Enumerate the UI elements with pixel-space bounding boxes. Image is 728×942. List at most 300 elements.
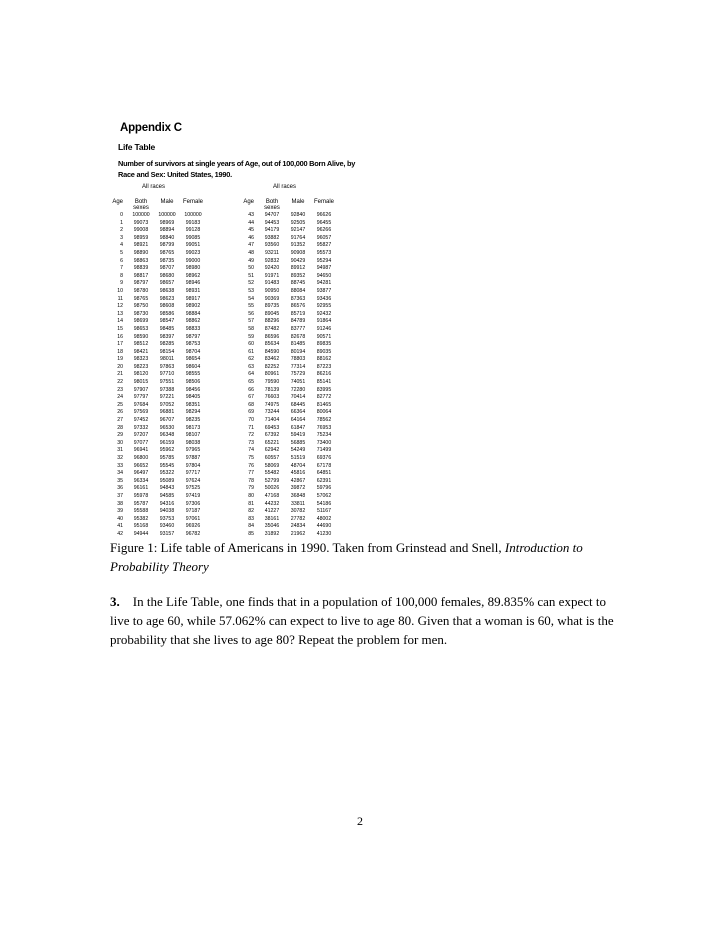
group-label-left: All races [142,184,166,190]
table-cell: 61847 [290,424,306,431]
table-cell: 96334 [133,477,149,484]
table-cell: 24 [117,394,123,401]
table-cell: 41227 [264,508,280,515]
table-cell: 98623 [159,295,175,302]
table-cell: 98107 [185,432,201,439]
table-cell: 28 [117,424,123,431]
table-row [241,402,337,410]
table-cell: 85634 [264,341,280,348]
table-row [241,440,337,448]
table-cell: 97624 [185,477,201,484]
table-cell: 99073 [133,219,149,226]
table-row [110,417,206,425]
table-row [241,425,337,433]
table-cell: 98765 [133,295,149,302]
table-cell: 98884 [185,310,201,317]
table-cell: 97187 [185,508,201,515]
table-cell: 98839 [133,265,149,272]
table-cell: 97525 [185,485,201,492]
table-cell: 41 [117,523,123,530]
table-cell: 98735 [159,257,175,264]
table-row [241,478,337,486]
table-cell: 92147 [290,227,306,234]
table-cell: 49 [248,257,254,264]
table-cell: 69376 [316,455,332,461]
table-cell: 98817 [133,272,149,279]
table-row [241,311,337,319]
table-cell: 97965 [185,447,201,454]
table-cell: 99085 [185,234,201,241]
table-cell: 86596 [264,333,280,340]
table-cell: 67 [248,394,254,401]
table-cell: 27 [117,417,123,424]
table-cell: 8 [120,272,123,279]
table-cell: 76953 [316,424,332,431]
table-cell: 97710 [159,371,175,378]
table-cell: 45 [248,227,254,234]
table-cell: 30 [117,439,123,446]
table-cell: 97052 [159,401,175,408]
table-cell: 98921 [133,242,149,249]
table-cell: 14 [117,318,123,325]
table-cell: 90429 [290,257,306,264]
table-cell: 78139 [264,386,280,393]
table-cell: 90571 [316,333,332,340]
table-header-row [241,199,337,212]
table-cell: 84590 [264,348,280,355]
table-cell: 98894 [159,227,175,234]
table-row [110,493,206,501]
table-cell: 89035 [316,348,332,355]
table-cell: 96266 [316,227,332,234]
column-header: Age [243,199,254,205]
table-cell: 87363 [290,295,306,302]
table-cell: 84 [248,523,254,530]
table-cell: 95294 [316,257,332,264]
table-cell: 57062 [316,492,332,499]
table-row [110,311,206,319]
table-cell: 94316 [159,500,175,507]
table-cell: 56885 [290,439,306,446]
table-cell: 48002 [316,515,332,522]
table-cell: 50026 [264,485,280,492]
table-cell: 91352 [290,242,306,249]
table-cell: 91246 [316,325,332,332]
table-row [110,478,206,486]
table-cell: 87482 [264,325,280,332]
table-cell: 60 [248,341,254,348]
table-cell: 96161 [133,485,149,492]
table-row [241,235,337,243]
table-cell: 86216 [316,371,332,378]
table-row [241,409,337,417]
table-cell: 97452 [133,417,149,424]
table-row [110,303,206,311]
table-row [110,402,206,410]
problem-3 [110,592,622,649]
table-cell: 98753 [185,341,201,348]
table-row [241,501,337,509]
table-cell: 39 [117,508,123,515]
table-cell: 94843 [159,485,175,492]
table-cell: 74 [248,447,254,454]
table-cell: 73400 [316,439,332,446]
table-cell: 98512 [133,341,149,348]
table-cell: 100000 [132,212,150,218]
table-cell: 21962 [290,530,306,537]
table-cell: 77314 [290,363,306,370]
column-header: Male [160,199,174,205]
table-cell: 93157 [159,530,175,537]
table-cell: 98011 [159,356,175,363]
table-cell: 97551 [159,379,175,386]
table-cell: 98506 [185,379,201,386]
table-row [241,356,337,364]
table-cell: 71 [248,424,254,431]
table-cell: 98397 [159,333,175,340]
table-cell: 91483 [264,280,280,287]
table-row [110,349,206,357]
table-cell: 83995 [316,386,332,393]
table-cell: 41230 [316,530,332,537]
table-cell: 75 [248,455,254,461]
table-cell: 92420 [264,265,280,272]
table-row [110,326,206,334]
table-cell: 94707 [264,212,280,218]
table-cell: 67392 [264,432,280,439]
table-cell: 68 [248,401,254,408]
table-row [241,523,337,531]
table-cell: 91971 [264,272,280,279]
table-cell: 99183 [185,219,201,226]
table-cell: 95382 [133,515,149,522]
table-row [241,280,337,288]
table-cell: 51 [248,272,254,279]
appendix-header [110,122,360,180]
table-cell: 90908 [290,249,306,256]
table-cell: 30782 [290,508,306,515]
table-cell: 97061 [185,515,201,522]
table-cell: 95962 [159,447,175,454]
table-cell: 98946 [185,280,201,287]
table-row [241,364,337,372]
table-row [241,258,337,266]
table-cell: 25 [117,401,123,408]
table-cell: 58069 [264,462,280,469]
table-row [110,409,206,417]
table-cell: 59419 [290,432,306,439]
table-cell: 81 [248,500,254,507]
table-cell: 72 [248,432,254,439]
table-cell: 48704 [290,462,306,469]
table-row [110,387,206,395]
table-row [110,280,206,288]
table-cell: 98797 [185,333,201,340]
table-cell: 94038 [159,508,175,515]
table-cell: 65221 [264,439,280,446]
table-cell: 91764 [290,234,306,241]
table-cell: 79 [248,485,254,492]
table-cell: 37 [117,492,123,499]
table-row [110,394,206,402]
table-cell: 98120 [133,371,149,378]
table-cell: 50 [248,265,254,272]
table-row [110,356,206,364]
table-cell: 10 [117,287,123,294]
table-cell: 64164 [290,417,306,424]
table-row [110,334,206,342]
table-row [110,235,206,243]
table-cell: 98840 [159,234,175,241]
table-row [110,258,206,266]
table-cell: 58 [248,325,254,332]
life-table-title: Life Table [118,142,156,152]
life-table-right [241,199,337,539]
table-cell: 79590 [264,379,280,386]
table-cell: 69453 [264,424,280,431]
table-cell: 19 [117,356,123,363]
life-table [110,184,360,537]
table-cell: 98680 [159,272,175,279]
table-cell: 95168 [133,523,149,530]
table-cell: 9 [120,280,123,287]
table-cell: 98351 [185,401,201,408]
table-cell: 94585 [159,492,175,499]
table-cell: 62391 [316,477,332,484]
table-cell: 82772 [316,394,332,401]
table-row [241,288,337,296]
table-cell: 22 [117,379,123,386]
table-cell: 52799 [264,477,280,484]
table-cell: 52 [248,280,254,287]
table-cell: 70 [248,417,254,424]
table-cell: 98780 [133,287,149,294]
table-cell: 45816 [290,470,306,477]
table-cell: 67178 [316,462,332,469]
table-cell: 98797 [133,280,149,287]
table-cell: 98547 [159,318,175,325]
table-row [241,371,337,379]
table-cell: 81465 [316,401,332,408]
table-row [110,273,206,281]
table-cell: 70414 [290,394,306,401]
caption-text: Figure 1: Life table of Americans in 1990. Taken from Grinstead and Snell, [110,540,505,555]
table-cell: 20 [117,363,123,370]
table-cell: 97797 [133,394,149,401]
table-cell: 32 [117,455,123,461]
table-row [110,432,206,440]
table-cell: 98173 [185,424,201,431]
table-cell: 34 [117,470,123,477]
table-cell: 94281 [316,280,332,287]
table-row [110,212,206,220]
table-cell: 33811 [290,500,306,507]
table-cell: 86576 [290,303,306,310]
table-cell: 40 [117,515,123,522]
table-cell: 94987 [316,265,332,272]
appendix-title: Appendix C [120,122,182,134]
table-row [241,227,337,235]
table-cell: 98485 [159,325,175,332]
table-cell: 72280 [290,386,306,393]
table-cell: 98405 [185,394,201,401]
table-cell: 44 [248,219,254,226]
table-row [110,364,206,372]
table-row [241,485,337,493]
table-cell: 96348 [159,432,175,439]
table-cell: 95787 [133,500,149,507]
table-row [241,242,337,250]
table-cell: 89835 [316,341,332,348]
table-cell: 98555 [185,371,201,378]
table-cell: 98323 [133,356,149,363]
table-cell: 95322 [159,470,175,477]
table-cell: 97907 [133,386,149,393]
table-cell: 76 [248,462,254,469]
table-cell: 89045 [264,310,280,317]
table-cell: 98931 [185,287,201,294]
table-cell: 97221 [159,394,175,401]
table-cell: 98604 [185,363,201,370]
table-row [241,265,337,273]
table-cell: 96057 [316,234,332,241]
table-cell: 36 [117,485,123,492]
table-cell: 61 [248,348,254,355]
table-cell: 54186 [316,500,332,507]
table-cell: 80064 [316,409,332,416]
table-cell: 98833 [185,325,201,332]
table-cell: 5 [120,249,123,256]
table-cell: 98902 [185,303,201,310]
table-cell: 74975 [264,401,280,408]
table-cell: 85719 [290,310,306,317]
table-row [110,341,206,349]
table-cell: 97077 [133,439,149,446]
table-cell: 99023 [185,249,201,256]
table-cell: 83777 [290,325,306,332]
table-cell: 89735 [264,303,280,310]
table-cell: 77 [248,470,254,477]
table-cell: 96926 [185,523,201,530]
table-cell: 98638 [159,287,175,294]
table-row [110,508,206,516]
table-cell: 43 [248,212,254,218]
table-cell: 7 [120,265,123,272]
column-header: Age [112,199,123,205]
table-cell: 95978 [133,492,149,499]
table-cell: 69 [248,409,254,416]
table-cell: 96497 [133,470,149,477]
table-cell: 27782 [290,515,306,522]
table-cell: 96782 [185,530,201,537]
table-cell: 94453 [264,219,280,226]
table-cell: 96159 [159,439,175,446]
table-cell: 62942 [264,447,280,454]
table-cell: 83462 [264,356,280,363]
table-row [241,303,337,311]
table-row [110,470,206,478]
table-row [241,516,337,524]
table-cell: 66364 [290,409,306,416]
table-row [241,212,337,220]
table-cell: 82 [248,508,254,515]
table-cell: 97207 [133,432,149,439]
table-cell: 98154 [159,348,175,355]
table-cell: 51167 [316,508,332,515]
table-cell: 36848 [290,492,306,499]
table-row [241,318,337,326]
table-cell: 35 [117,477,123,484]
table-row [241,463,337,471]
table-row [110,501,206,509]
table-cell: 85141 [316,379,332,386]
table-cell: 92832 [264,257,280,264]
table-cell: 85 [248,530,254,537]
table-cell: 90950 [264,287,280,294]
table-cell: 94650 [316,272,332,279]
table-row [110,250,206,258]
table-cell: 16 [117,333,123,340]
table-row [241,394,337,402]
table-row [110,455,206,463]
table-cell: 96455 [316,219,332,226]
table-cell: 98223 [133,363,149,370]
table-cell: 42 [117,530,123,537]
table-cell: 29 [117,432,123,439]
table-cell: 51519 [290,455,306,461]
table-cell: 15 [117,325,123,332]
table-cell: 96800 [133,455,149,461]
table-cell: 96881 [159,409,175,416]
table-cell: 64 [248,371,254,378]
table-cell: 24834 [290,523,306,530]
table-cell: 71404 [264,417,280,424]
table-cell: 97863 [159,363,175,370]
table-cell: 80194 [290,348,306,355]
table-cell: 98015 [133,379,149,386]
table-cell: 98421 [133,348,149,355]
table-row [241,341,337,349]
table-row [110,220,206,228]
table-cell: 59796 [316,485,332,492]
table-cell: 26 [117,409,123,416]
table-cell: 98586 [159,310,175,317]
table-row [241,273,337,281]
table-row [110,379,206,387]
table-cell: 97388 [159,386,175,393]
table-cell: 93882 [264,234,280,241]
table-cell: 99000 [185,257,201,264]
table-cell: 75729 [290,371,306,378]
table-cell: 98863 [133,257,149,264]
table-cell: 92432 [316,310,332,317]
table-cell: 78562 [316,417,332,424]
table-cell: 66 [248,386,254,393]
life-table-left [110,199,206,539]
table-row [241,455,337,463]
column-header: Female [313,199,334,205]
table-cell: 80961 [264,371,280,378]
table-cell: 1 [120,219,123,226]
table-row [241,387,337,395]
table-cell: 55 [248,303,254,310]
table-cell: 88162 [316,356,332,363]
table-cell: 98285 [159,341,175,348]
table-row [110,485,206,493]
table-cell: 63 [248,363,254,370]
table-cell: 17 [117,341,123,348]
table-row [110,371,206,379]
